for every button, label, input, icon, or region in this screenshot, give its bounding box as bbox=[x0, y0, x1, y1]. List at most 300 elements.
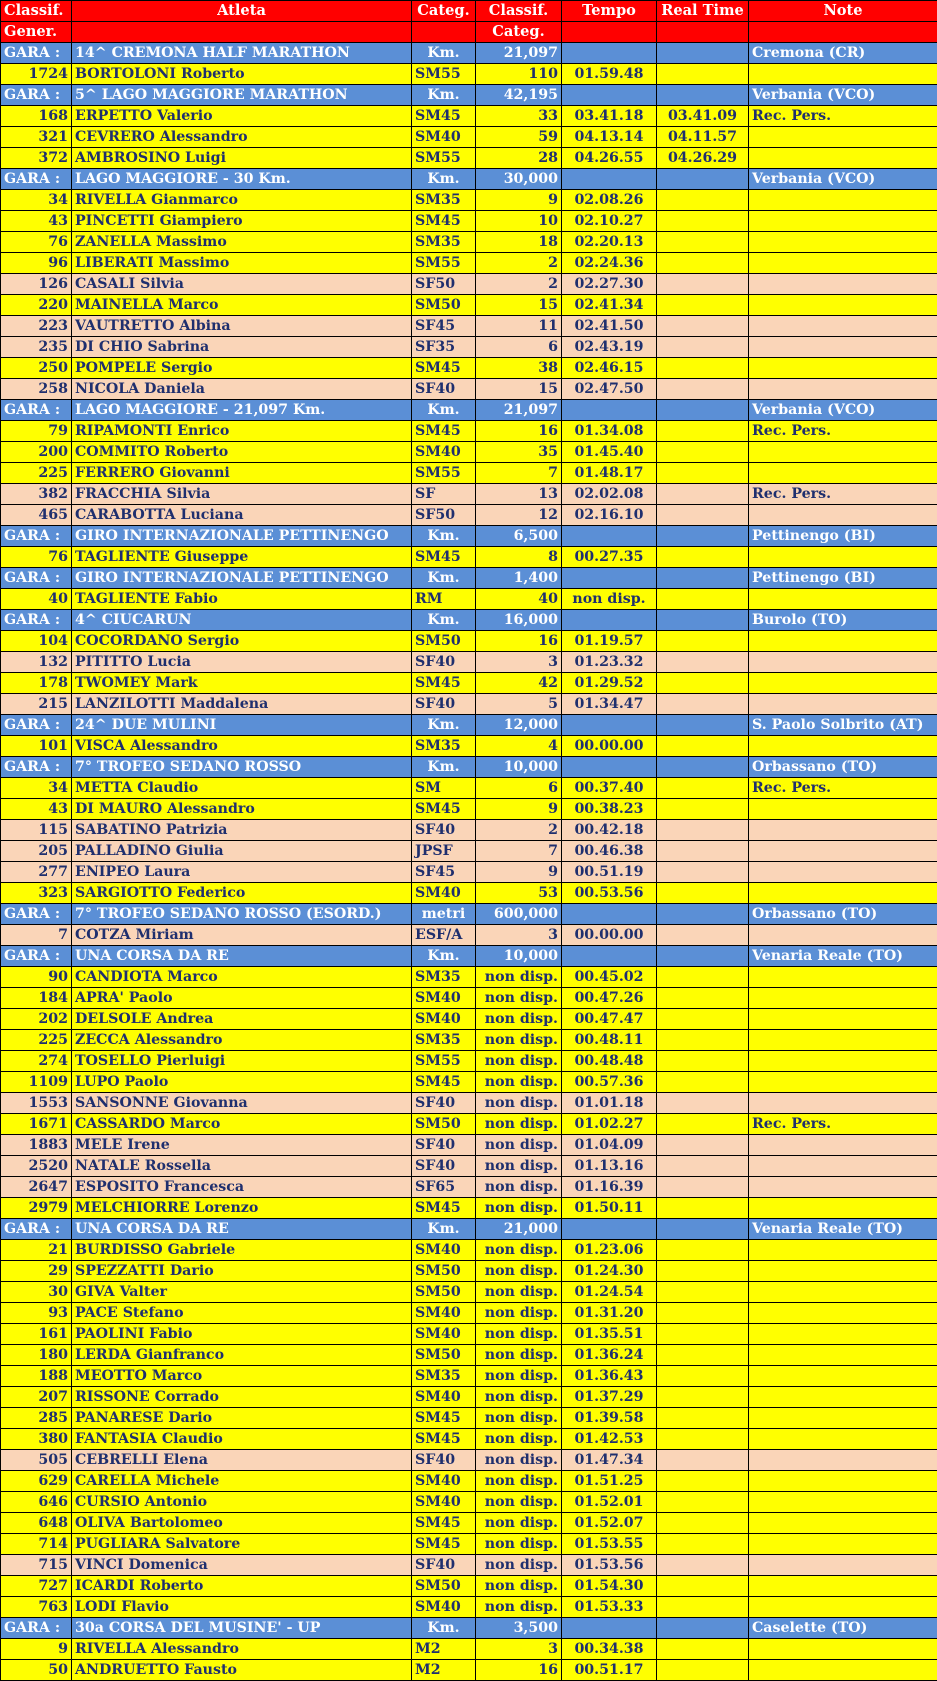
category-rank: non disp. bbox=[476, 1198, 562, 1219]
athlete-row bbox=[1, 652, 937, 673]
race-location: Venaria Reale (TO) bbox=[749, 946, 937, 967]
finish-time: 01.24.54 bbox=[562, 1282, 657, 1303]
real-time bbox=[657, 673, 749, 694]
athlete-row bbox=[1, 1030, 937, 1051]
race-label: GARA : bbox=[1, 946, 72, 967]
athlete-row bbox=[1, 1597, 937, 1618]
category: SM45 bbox=[412, 1513, 476, 1534]
overall-rank: 285 bbox=[1, 1408, 72, 1429]
category: SM40 bbox=[412, 127, 476, 148]
race-empty bbox=[562, 169, 657, 190]
category: JPSF bbox=[412, 841, 476, 862]
race-empty bbox=[562, 715, 657, 736]
note bbox=[749, 1051, 937, 1072]
race-distance: 6,500 bbox=[476, 526, 562, 547]
category: SM40 bbox=[412, 883, 476, 904]
race-empty bbox=[657, 1618, 749, 1639]
overall-rank: 763 bbox=[1, 1597, 72, 1618]
overall-rank: 21 bbox=[1, 1240, 72, 1261]
finish-time: 04.26.55 bbox=[562, 148, 657, 169]
category: RM bbox=[412, 589, 476, 610]
overall-rank: 205 bbox=[1, 841, 72, 862]
real-time bbox=[657, 820, 749, 841]
real-time bbox=[657, 1408, 749, 1429]
finish-time: 01.23.06 bbox=[562, 1240, 657, 1261]
note bbox=[749, 1240, 937, 1261]
category-rank: 3 bbox=[476, 1639, 562, 1660]
note bbox=[749, 463, 937, 484]
athlete-row bbox=[1, 1051, 937, 1072]
race-name: 7° TROFEO SEDANO ROSSO (ESORD.) bbox=[72, 904, 412, 925]
race-unit: metri bbox=[412, 904, 476, 925]
note bbox=[749, 1261, 937, 1282]
category: SM45 bbox=[412, 358, 476, 379]
finish-time: 01.36.43 bbox=[562, 1366, 657, 1387]
note bbox=[749, 1387, 937, 1408]
real-time bbox=[657, 589, 749, 610]
category-rank: non disp. bbox=[476, 1387, 562, 1408]
note bbox=[749, 1513, 937, 1534]
category: SM45 bbox=[412, 1534, 476, 1555]
overall-rank: 505 bbox=[1, 1450, 72, 1471]
race-name: 24^ DUE MULINI bbox=[72, 715, 412, 736]
athlete-name: ZECCA Alessandro bbox=[72, 1030, 412, 1051]
race-label: GARA : bbox=[1, 85, 72, 106]
race-unit: Km. bbox=[412, 1219, 476, 1240]
athlete-row bbox=[1, 190, 937, 211]
real-time bbox=[657, 1240, 749, 1261]
overall-rank: 1724 bbox=[1, 64, 72, 85]
real-time bbox=[657, 1135, 749, 1156]
category: ESF/A bbox=[412, 925, 476, 946]
category-rank: non disp. bbox=[476, 1303, 562, 1324]
finish-time: 02.08.26 bbox=[562, 190, 657, 211]
race-name: LAGO MAGGIORE - 21,097 Km. bbox=[72, 400, 412, 421]
category: SM45 bbox=[412, 1408, 476, 1429]
finish-time: 01.13.16 bbox=[562, 1156, 657, 1177]
overall-rank: 178 bbox=[1, 673, 72, 694]
category: SM50 bbox=[412, 1114, 476, 1135]
real-time bbox=[657, 1597, 749, 1618]
athlete-name: APRA' Paolo bbox=[72, 988, 412, 1009]
race-header-row bbox=[1, 904, 937, 925]
overall-rank: 321 bbox=[1, 127, 72, 148]
athlete-name: METTA Claudio bbox=[72, 778, 412, 799]
category: SM40 bbox=[412, 1324, 476, 1345]
note bbox=[749, 1534, 937, 1555]
category: SM45 bbox=[412, 547, 476, 568]
category: SM55 bbox=[412, 64, 476, 85]
race-location: Burolo (TO) bbox=[749, 610, 937, 631]
race-empty bbox=[562, 610, 657, 631]
finish-time: 01.48.17 bbox=[562, 463, 657, 484]
race-empty bbox=[657, 43, 749, 64]
athlete-name: LANZILOTTI Maddalena bbox=[72, 694, 412, 715]
overall-rank: 161 bbox=[1, 1324, 72, 1345]
finish-time: 00.48.48 bbox=[562, 1051, 657, 1072]
category: SM45 bbox=[412, 799, 476, 820]
overall-rank: 465 bbox=[1, 505, 72, 526]
finish-time: 01.53.55 bbox=[562, 1534, 657, 1555]
finish-time: 02.24.36 bbox=[562, 253, 657, 274]
finish-time: 02.20.13 bbox=[562, 232, 657, 253]
athlete-name: ESPOSITO Francesca bbox=[72, 1177, 412, 1198]
race-empty bbox=[657, 526, 749, 547]
athlete-name: TAGLIENTE Fabio bbox=[72, 589, 412, 610]
overall-rank: 9 bbox=[1, 1639, 72, 1660]
athlete-name: ZANELLA Massimo bbox=[72, 232, 412, 253]
athlete-row bbox=[1, 1177, 937, 1198]
race-distance: 12,000 bbox=[476, 715, 562, 736]
athlete-row bbox=[1, 1093, 937, 1114]
athlete-name: LODI Flavio bbox=[72, 1597, 412, 1618]
athlete-name: PITITTO Lucia bbox=[72, 652, 412, 673]
finish-time: 02.27.30 bbox=[562, 274, 657, 295]
race-label: GARA : bbox=[1, 757, 72, 778]
athlete-row bbox=[1, 925, 937, 946]
athlete-row bbox=[1, 505, 937, 526]
category: SM40 bbox=[412, 1240, 476, 1261]
real-time bbox=[657, 337, 749, 358]
athlete-name: SPEZZATTI Dario bbox=[72, 1261, 412, 1282]
category: SF40 bbox=[412, 1450, 476, 1471]
athlete-row bbox=[1, 1387, 937, 1408]
finish-time: 01.34.47 bbox=[562, 694, 657, 715]
real-time bbox=[657, 652, 749, 673]
athlete-row bbox=[1, 1261, 937, 1282]
real-time bbox=[657, 484, 749, 505]
category: SF40 bbox=[412, 1135, 476, 1156]
category-rank: non disp. bbox=[476, 1093, 562, 1114]
category-rank: non disp. bbox=[476, 1471, 562, 1492]
overall-rank: 2647 bbox=[1, 1177, 72, 1198]
category: SM35 bbox=[412, 967, 476, 988]
race-empty bbox=[657, 85, 749, 106]
athlete-name: CARELLA Michele bbox=[72, 1471, 412, 1492]
note bbox=[749, 1597, 937, 1618]
note bbox=[749, 1177, 937, 1198]
real-time bbox=[657, 1366, 749, 1387]
finish-time: 00.51.17 bbox=[562, 1660, 657, 1681]
overall-rank: 40 bbox=[1, 589, 72, 610]
overall-rank: 235 bbox=[1, 337, 72, 358]
race-label: GARA : bbox=[1, 568, 72, 589]
note bbox=[749, 1429, 937, 1450]
finish-time: 01.52.07 bbox=[562, 1513, 657, 1534]
finish-time: 00.46.38 bbox=[562, 841, 657, 862]
real-time: 03.41.09 bbox=[657, 106, 749, 127]
race-label: GARA : bbox=[1, 904, 72, 925]
overall-rank: 207 bbox=[1, 1387, 72, 1408]
athlete-row bbox=[1, 778, 937, 799]
note bbox=[749, 820, 937, 841]
race-empty bbox=[562, 1219, 657, 1240]
category: SM45 bbox=[412, 673, 476, 694]
real-time bbox=[657, 463, 749, 484]
athlete-name: RISSONE Corrado bbox=[72, 1387, 412, 1408]
athlete-name: POMPELE Sergio bbox=[72, 358, 412, 379]
category-rank: 7 bbox=[476, 463, 562, 484]
athlete-name: SABATINO Patrizia bbox=[72, 820, 412, 841]
category-rank: non disp. bbox=[476, 967, 562, 988]
overall-rank: 629 bbox=[1, 1471, 72, 1492]
overall-rank: 323 bbox=[1, 883, 72, 904]
note bbox=[749, 1492, 937, 1513]
header-real-time: Real Time bbox=[657, 1, 749, 22]
race-header-row bbox=[1, 85, 937, 106]
overall-rank: 202 bbox=[1, 1009, 72, 1030]
note bbox=[749, 1156, 937, 1177]
race-header-row bbox=[1, 1219, 937, 1240]
athlete-name: NICOLA Daniela bbox=[72, 379, 412, 400]
category: SF bbox=[412, 484, 476, 505]
athlete-row bbox=[1, 1282, 937, 1303]
category-rank: 7 bbox=[476, 841, 562, 862]
header-atleta: Atleta bbox=[72, 1, 412, 22]
finish-time: 02.41.34 bbox=[562, 295, 657, 316]
note bbox=[749, 295, 937, 316]
race-label: GARA : bbox=[1, 1618, 72, 1639]
real-time bbox=[657, 862, 749, 883]
race-header-row bbox=[1, 43, 937, 64]
race-location: Pettinengo (BI) bbox=[749, 568, 937, 589]
category: SM40 bbox=[412, 1009, 476, 1030]
category-rank: non disp. bbox=[476, 1261, 562, 1282]
category: SF40 bbox=[412, 1156, 476, 1177]
category: SM55 bbox=[412, 148, 476, 169]
category: SM45 bbox=[412, 1072, 476, 1093]
category: SM40 bbox=[412, 988, 476, 1009]
real-time bbox=[657, 1093, 749, 1114]
finish-time: 00.57.36 bbox=[562, 1072, 657, 1093]
overall-rank: 1671 bbox=[1, 1114, 72, 1135]
note bbox=[749, 862, 937, 883]
note bbox=[749, 1660, 937, 1681]
race-location: Venaria Reale (TO) bbox=[749, 1219, 937, 1240]
category-rank: 9 bbox=[476, 799, 562, 820]
category-rank: 9 bbox=[476, 862, 562, 883]
athlete-row bbox=[1, 211, 937, 232]
category-rank: non disp. bbox=[476, 1324, 562, 1345]
finish-time: 00.48.11 bbox=[562, 1030, 657, 1051]
finish-time: 01.37.29 bbox=[562, 1387, 657, 1408]
real-time bbox=[657, 379, 749, 400]
real-time bbox=[657, 1030, 749, 1051]
category-rank: 2 bbox=[476, 274, 562, 295]
finish-time: 01.42.53 bbox=[562, 1429, 657, 1450]
category: SM55 bbox=[412, 463, 476, 484]
race-unit: Km. bbox=[412, 610, 476, 631]
race-empty bbox=[562, 85, 657, 106]
race-label: GARA : bbox=[1, 1219, 72, 1240]
category-rank: non disp. bbox=[476, 1240, 562, 1261]
overall-rank: 93 bbox=[1, 1303, 72, 1324]
category-rank: non disp. bbox=[476, 1135, 562, 1156]
real-time bbox=[657, 1198, 749, 1219]
note: Rec. Pers. bbox=[749, 778, 937, 799]
finish-time: non disp. bbox=[562, 589, 657, 610]
athlete-row bbox=[1, 1345, 937, 1366]
overall-rank: 34 bbox=[1, 778, 72, 799]
race-empty bbox=[562, 946, 657, 967]
athlete-row bbox=[1, 421, 937, 442]
race-distance: 21,097 bbox=[476, 43, 562, 64]
category: SM40 bbox=[412, 1597, 476, 1618]
athlete-name: CEVRERO Alessandro bbox=[72, 127, 412, 148]
category: SF45 bbox=[412, 316, 476, 337]
finish-time: 00.45.02 bbox=[562, 967, 657, 988]
real-time bbox=[657, 778, 749, 799]
overall-rank: 2979 bbox=[1, 1198, 72, 1219]
athlete-name: FERRERO Giovanni bbox=[72, 463, 412, 484]
athlete-row bbox=[1, 1324, 937, 1345]
category-rank: 18 bbox=[476, 232, 562, 253]
category-rank: non disp. bbox=[476, 1408, 562, 1429]
note bbox=[749, 316, 937, 337]
category-rank: 16 bbox=[476, 1660, 562, 1681]
category-rank: non disp. bbox=[476, 1051, 562, 1072]
real-time: 04.11.57 bbox=[657, 127, 749, 148]
race-empty bbox=[562, 43, 657, 64]
race-distance: 10,000 bbox=[476, 946, 562, 967]
race-empty bbox=[657, 169, 749, 190]
athlete-row bbox=[1, 988, 937, 1009]
finish-time: 01.47.34 bbox=[562, 1450, 657, 1471]
race-name: LAGO MAGGIORE - 30 Km. bbox=[72, 169, 412, 190]
real-time bbox=[657, 295, 749, 316]
note: Rec. Pers. bbox=[749, 421, 937, 442]
athlete-name: CEBRELLI Elena bbox=[72, 1450, 412, 1471]
athlete-row bbox=[1, 1156, 937, 1177]
real-time bbox=[657, 1114, 749, 1135]
note bbox=[749, 1555, 937, 1576]
overall-rank: 274 bbox=[1, 1051, 72, 1072]
finish-time: 00.53.56 bbox=[562, 883, 657, 904]
overall-rank: 380 bbox=[1, 1429, 72, 1450]
finish-time: 01.51.25 bbox=[562, 1471, 657, 1492]
athlete-row bbox=[1, 1471, 937, 1492]
real-time bbox=[657, 1303, 749, 1324]
category: SM45 bbox=[412, 211, 476, 232]
overall-rank: 79 bbox=[1, 421, 72, 442]
note bbox=[749, 337, 937, 358]
note bbox=[749, 547, 937, 568]
athlete-row bbox=[1, 316, 937, 337]
overall-rank: 200 bbox=[1, 442, 72, 463]
race-distance: 10,000 bbox=[476, 757, 562, 778]
finish-time: 01.34.08 bbox=[562, 421, 657, 442]
note bbox=[749, 589, 937, 610]
race-label: GARA : bbox=[1, 526, 72, 547]
category: SM40 bbox=[412, 1492, 476, 1513]
note bbox=[749, 1009, 937, 1030]
finish-time: 02.43.19 bbox=[562, 337, 657, 358]
category-rank: 2 bbox=[476, 253, 562, 274]
athlete-row bbox=[1, 631, 937, 652]
race-name: UNA CORSA DA RE bbox=[72, 946, 412, 967]
real-time bbox=[657, 925, 749, 946]
real-time bbox=[657, 1660, 749, 1681]
athlete-name: NATALE Rossella bbox=[72, 1156, 412, 1177]
athlete-name: COCORDANO Sergio bbox=[72, 631, 412, 652]
category-rank: 53 bbox=[476, 883, 562, 904]
finish-time: 00.00.00 bbox=[562, 925, 657, 946]
category-rank: 11 bbox=[476, 316, 562, 337]
race-name: GIRO INTERNAZIONALE PETTINENGO bbox=[72, 568, 412, 589]
real-time bbox=[657, 1639, 749, 1660]
race-location: Orbassano (TO) bbox=[749, 904, 937, 925]
overall-rank: 715 bbox=[1, 1555, 72, 1576]
category: SM45 bbox=[412, 421, 476, 442]
race-name: 30a CORSA DEL MUSINE' - UP bbox=[72, 1618, 412, 1639]
category-rank: 16 bbox=[476, 631, 562, 652]
athlete-name: TAGLIENTE Giuseppe bbox=[72, 547, 412, 568]
finish-time: 01.54.30 bbox=[562, 1576, 657, 1597]
note bbox=[749, 1471, 937, 1492]
race-empty bbox=[562, 1618, 657, 1639]
category-rank: 42 bbox=[476, 673, 562, 694]
real-time: 04.26.29 bbox=[657, 148, 749, 169]
athlete-row bbox=[1, 1198, 937, 1219]
category-rank: non disp. bbox=[476, 1114, 562, 1135]
overall-rank: 7 bbox=[1, 925, 72, 946]
overall-rank: 29 bbox=[1, 1261, 72, 1282]
athlete-row bbox=[1, 547, 937, 568]
category: SM40 bbox=[412, 1471, 476, 1492]
real-time bbox=[657, 1324, 749, 1345]
real-time bbox=[657, 64, 749, 85]
athlete-name: VISCA Alessandro bbox=[72, 736, 412, 757]
category: SM35 bbox=[412, 1030, 476, 1051]
category-rank: 15 bbox=[476, 295, 562, 316]
athlete-name: DELSOLE Andrea bbox=[72, 1009, 412, 1030]
finish-time: 00.42.18 bbox=[562, 820, 657, 841]
category-rank: 6 bbox=[476, 337, 562, 358]
athlete-name: LIBERATI Massimo bbox=[72, 253, 412, 274]
race-empty bbox=[657, 610, 749, 631]
race-unit: Km. bbox=[412, 757, 476, 778]
real-time bbox=[657, 841, 749, 862]
overall-rank: 76 bbox=[1, 547, 72, 568]
athlete-name: PINCETTI Giampiero bbox=[72, 211, 412, 232]
header-real-time bbox=[657, 22, 749, 43]
category-rank: non disp. bbox=[476, 1345, 562, 1366]
note bbox=[749, 631, 937, 652]
athlete-name: PACE Stefano bbox=[72, 1303, 412, 1324]
race-unit: Km. bbox=[412, 715, 476, 736]
real-time bbox=[657, 505, 749, 526]
athlete-row bbox=[1, 253, 937, 274]
athlete-row bbox=[1, 799, 937, 820]
athlete-row bbox=[1, 127, 937, 148]
header-note: Note bbox=[749, 1, 937, 22]
overall-rank: 188 bbox=[1, 1366, 72, 1387]
category-rank: non disp. bbox=[476, 1366, 562, 1387]
note bbox=[749, 1324, 937, 1345]
category-rank: 2 bbox=[476, 820, 562, 841]
athlete-name: CARABOTTA Luciana bbox=[72, 505, 412, 526]
athlete-row bbox=[1, 589, 937, 610]
real-time bbox=[657, 1282, 749, 1303]
category-rank: 9 bbox=[476, 190, 562, 211]
athlete-name: CANDIOTA Marco bbox=[72, 967, 412, 988]
finish-time: 01.50.11 bbox=[562, 1198, 657, 1219]
race-unit: Km. bbox=[412, 526, 476, 547]
finish-time: 00.51.19 bbox=[562, 862, 657, 883]
finish-time: 01.53.33 bbox=[562, 1597, 657, 1618]
real-time bbox=[657, 1177, 749, 1198]
real-time bbox=[657, 1051, 749, 1072]
